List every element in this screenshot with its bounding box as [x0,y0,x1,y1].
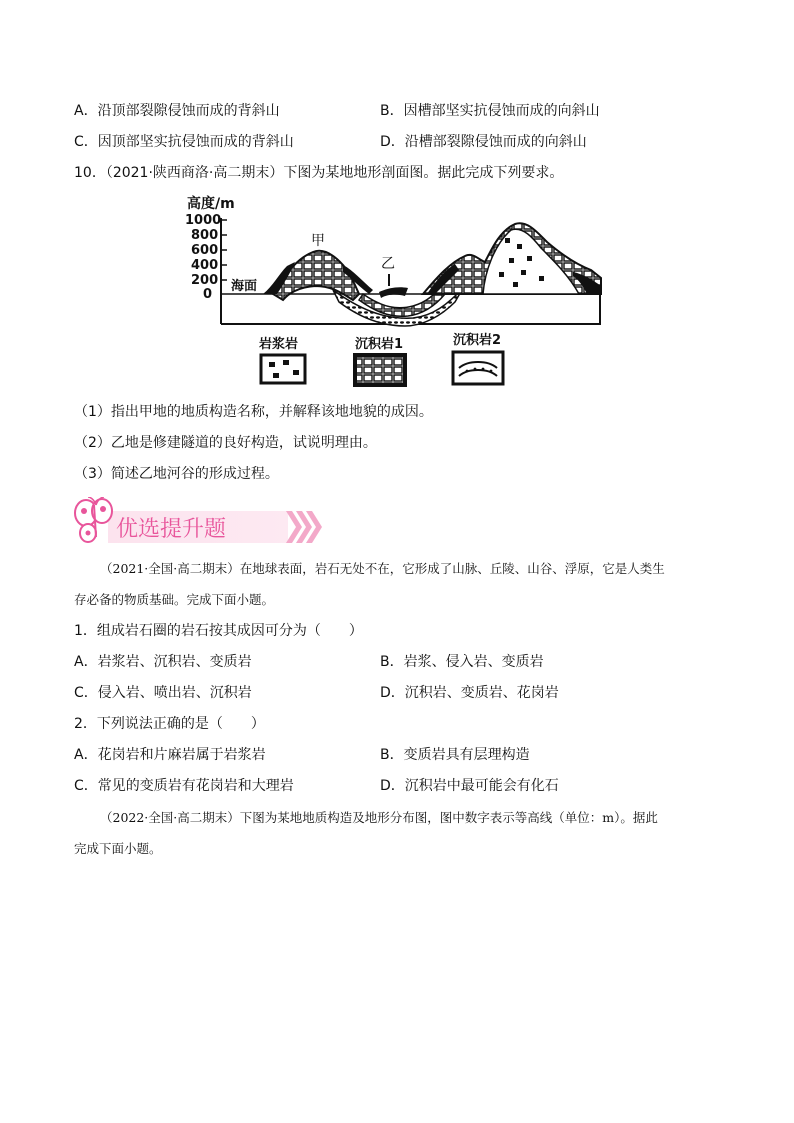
legend-swatch-magma [261,355,305,383]
y-tick-800: 800 [191,228,219,243]
section-title: 优选提升题 [116,517,227,542]
q1-option-c: C．侵入岩、喷出岩、沉积岩 [74,685,252,701]
passage2-line1: （2022·全国·高二期末）下图为某地地质构造及地形分布图，图中数字表示等高线（单位：m）。据此 [100,810,658,825]
terrain-profile-figure [183,190,603,390]
q9-option-c: C．因顶部坚实抗侵蚀而成的背斜山 [74,134,294,150]
q1-option-a: A．岩浆岩、沉积岩、变质岩 [74,654,252,670]
q9-option-a: A．沿顶部裂隙侵蚀而成的背斜山 [74,103,280,119]
legend-swatch-sed1 [355,355,405,385]
passage1-line2: 存必备的物质基础。完成下面小题。 [74,592,275,607]
y-axis-title: 高度/m [187,196,235,212]
butterfly-icon [75,497,112,542]
legend-label-sed2: 沉积岩2 [453,333,502,348]
legend [259,332,503,385]
legend-label-sed1: 沉积岩1 [355,337,404,352]
legend-label-magma: 岩浆岩 [259,337,299,352]
section-banner [72,497,332,552]
y-tick-1000: 1000 [185,213,222,228]
sea-label: 海面 [231,279,258,294]
q1-option-d: D．沉积岩、变质岩、花岗岩 [380,685,559,701]
y-tick-0: 0 [203,287,213,302]
q10-sub1: （1）指出甲地的地质构造名称，并解释该地地貌的成因。 [74,404,433,420]
q2-option-c: C．常见的变质岩有花岗岩和大理岩 [74,778,294,794]
y-tick-600: 600 [191,243,219,258]
q2-option-b: B．变质岩具有层理构造 [380,747,530,763]
q2-option-d: D．沉积岩中最可能会有化石 [380,778,559,794]
point-jia-label: 甲 [311,233,325,249]
y-tick-200: 200 [191,273,219,288]
q10-stem: 10．（2021·陕西商洛·高二期末）下图为某地地形剖面图。据此完成下列要求。 [74,165,564,181]
q10-sub3: （3）简述乙地河谷的形成过程。 [74,466,279,482]
q1-stem: 1．组成岩石圈的岩石按其成因可分为（ ） [74,623,363,639]
q10-sub2: （2）乙地是修建隧道的良好构造，试说明理由。 [74,435,377,451]
q2-stem: 2．下列说法正确的是（ ） [74,716,265,732]
q1-option-b: B．岩浆、侵入岩、变质岩 [380,654,544,670]
passage2-line2: 完成下面小题。 [74,841,162,856]
point-yi-label: 乙 [381,256,395,272]
q9-option-d: D．沿槽部裂隙侵蚀而成的向斜山 [380,134,587,150]
passage1-line1: （2021·全国·高二期末）在地球表面，岩石无处不在，它形成了山脉、丘陵、山谷、浮原，它是人类生 [100,561,665,576]
y-tick-400: 400 [191,258,219,273]
q9-option-b: B．因槽部坚实抗侵蚀而成的向斜山 [380,103,600,119]
q2-option-a: A．花岗岩和片麻岩属于岩浆岩 [74,747,266,763]
